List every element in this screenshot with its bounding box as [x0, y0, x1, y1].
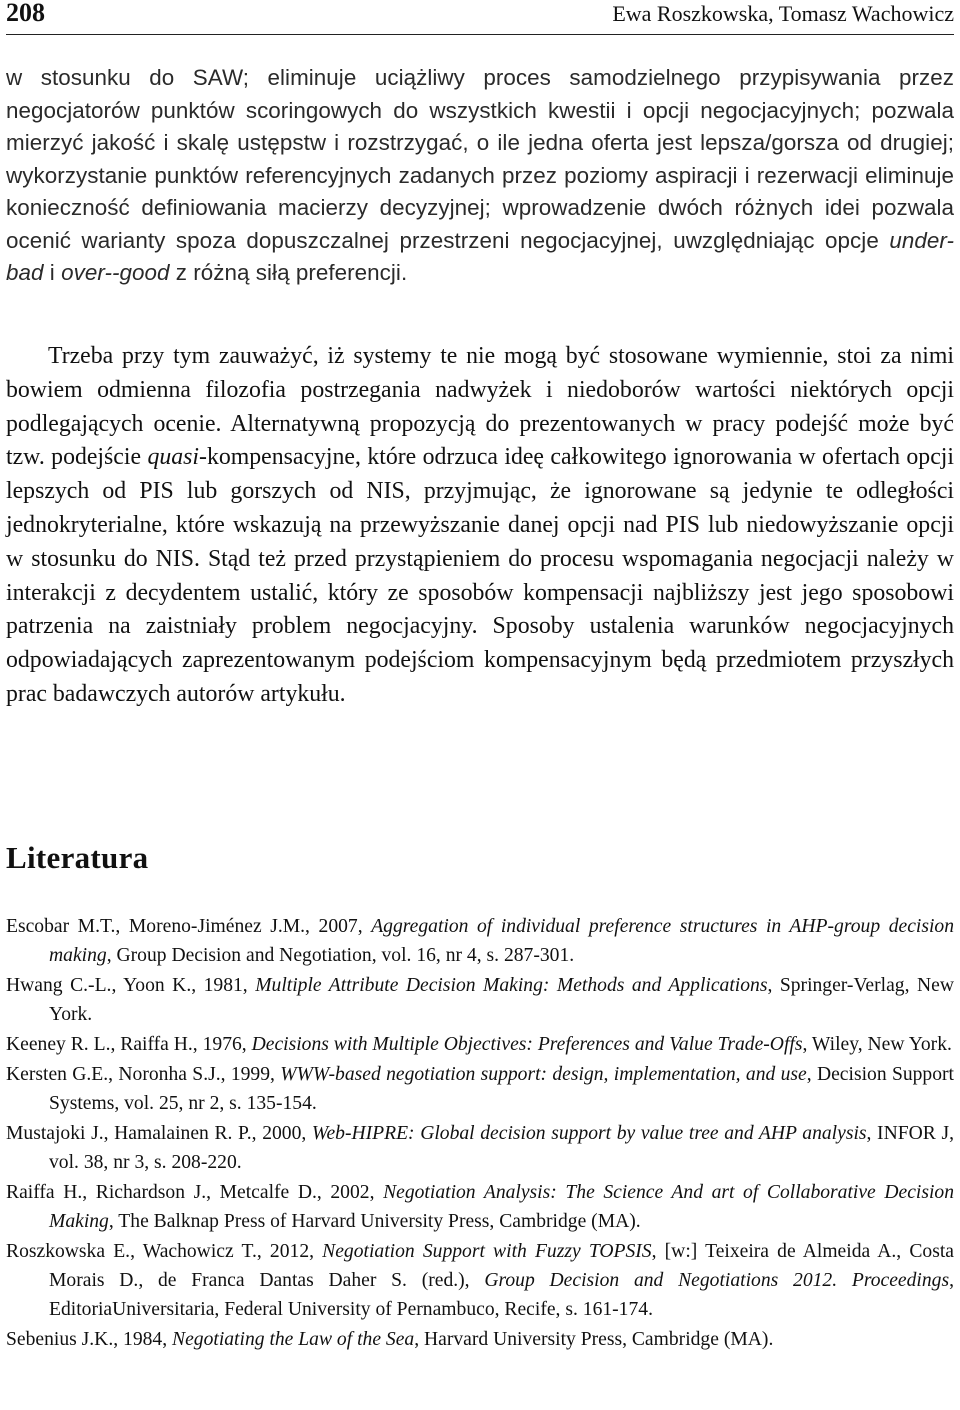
emphasis-term: under-bad: [6, 227, 954, 285]
reference-item: [6, 1237, 954, 1324]
reference-list: [6, 912, 954, 1354]
reference-title: Decisions with Multiple Objectives: Preferences and Value Trade-Offs: [251, 1034, 803, 1055]
reference-source: , Springer-Verlag, New York.: [49, 975, 954, 1025]
body-paragraph-1: [6, 62, 954, 290]
reference-source: , The Balknap Press of Harvard University Press, Cambridge (MA).: [108, 1211, 641, 1232]
reference-item: [6, 912, 954, 970]
reference-source: , Harvard University Press, Cambridge (MA).: [414, 1329, 774, 1350]
reference-authors: Mustajoki J., Hamalainen R. P., 2000,: [6, 1123, 312, 1144]
body-paragraph-2: [6, 340, 954, 712]
paragraph-text: z różną siłą preferencji.: [169, 260, 408, 285]
reference-title: Aggregation of individual preference structures in AHP-group decision making: [49, 916, 954, 966]
emphasis-term: over--good: [61, 260, 170, 285]
reference-item: [6, 1030, 954, 1059]
reference-item: [6, 1119, 954, 1177]
reference-item: [6, 971, 954, 1029]
reference-title: WWW-based negotiation support: design, implementation, and use: [280, 1064, 807, 1085]
reference-source: , INFOR J, vol. 38, nr 3, s. 208-220.: [49, 1123, 954, 1173]
emphasis-term: quasi: [147, 444, 200, 471]
reference-item: [6, 1325, 954, 1354]
running-header: [6, 0, 954, 35]
paragraph-text: i: [43, 260, 62, 285]
reference-title: Negotiation Support with Fuzzy TOPSIS: [322, 1241, 652, 1262]
reference-title: Multiple Attribute Decision Making: Methods and Applications: [255, 975, 768, 996]
reference-source: , Decision Support Systems, vol. 25, nr 2, s. 135-154.: [49, 1064, 954, 1114]
reference-source: , EditoriaUniversitaria, Federal University of Pernambuco, Recife, s. 161-174.: [49, 1270, 954, 1320]
reference-authors: Roszkowska E., Wachowicz T., 2012,: [6, 1241, 323, 1262]
running-header-authors: Ewa Roszkowska, Tomasz Wachowicz: [612, 1, 954, 26]
reference-item: [6, 1178, 954, 1236]
reference-authors: Keeney R. L., Raiffa H., 1976,: [6, 1034, 252, 1055]
paragraph-text: -kompensacyjne, które odrzuca ideę całkowitego ignorowania w ofertach opcji lepszych od PIS lub gorszych od NIS, przyjmując, że ignorowane są jedynie te odległości jednokryterialne, które wskazują na przewyższanie danej opcji nad PIS lub niedowyższanie opcji w stosunku do NIS. Stąd też przed przystąpieniem do procesu wspomagania negocjacji należy w interakcji z decydentem ustalić, który ze sposobów kompensacji najbliższy jest jego sposobowi patrzenia na zaistniały problem negocjacyjny. Sposoby ustalenia warunków negocjacyjnych odpowiadających zaprezentowanym podejściom kompensacyjnym będą przedmiotem przyszłych prac badawczych autorów artykułu.: [6, 444, 954, 707]
page-number: 208: [6, 0, 45, 27]
reference-title: Negotiation Analysis: The Science And art of Collaborative Decision Making: [49, 1182, 954, 1232]
reference-title: Web-HIPRE: Global decision support by value tree and AHP analysis: [311, 1123, 867, 1144]
reference-title: Group Decision and Negotiations 2012. Proceedings: [484, 1270, 950, 1291]
reference-source: , [w:] Teixeira de Almeida A., Costa Morais D., de Franca Dantas Daher S. (red.),: [49, 1241, 954, 1291]
reference-source: , Wiley, New York.: [802, 1034, 952, 1055]
reference-authors: Hwang C.-L., Yoon K., 1981,: [6, 975, 256, 996]
reference-authors: Escobar M.T., Moreno-Jiménez J.M., 2007,: [6, 916, 372, 937]
reference-title: Negotiating the Law of the Sea: [172, 1329, 415, 1350]
reference-authors: Sebenius J.K., 1984,: [6, 1329, 173, 1350]
paragraph-text: w stosunku do SAW; eliminuje uciążliwy proces samodzielnego przypisywania przez negocjatorów punktów scoringowych do wszystkich kwestii i opcji negocjacyjnych; pozwala mierzyć jakość i skalę ustępstw i rozstrzygać, o ile jedna oferta jest lepsza/gorsza od drugiej; wykorzystanie punktów referencyjnych zadanych przez poziomy aspiracji i rezerwacji eliminuje konieczność definiowania macierzy decyzyjnej; wprowadzenie dwóch różnych idei pozwala ocenić warianty spoza dopuszczalnej przestrzeni negocjacyjnej, uwzględniając opcje: [6, 65, 954, 253]
reference-authors: Kersten G.E., Noronha S.J., 1999,: [6, 1064, 281, 1085]
reference-item: [6, 1060, 954, 1118]
reference-source: , Group Decision and Negotiation, vol. 16, nr 4, s. 287-301.: [106, 945, 575, 966]
reference-authors: Raiffa H., Richardson J., Metcalfe D., 2002,: [6, 1182, 384, 1203]
section-heading-literature: Literatura: [6, 840, 149, 875]
paragraph-text: Trzeba przy tym zauważyć, iż systemy te nie mogą być stosowane wymiennie, stoi za nimi bowiem odmienna filozofia postrzegania nadwyżek i niedoborów wartości niektórych opcji podlegających ocenie. Alternatywną propozycją do prezentowanych w pracy podejść może być tzw. podejście: [6, 343, 954, 471]
